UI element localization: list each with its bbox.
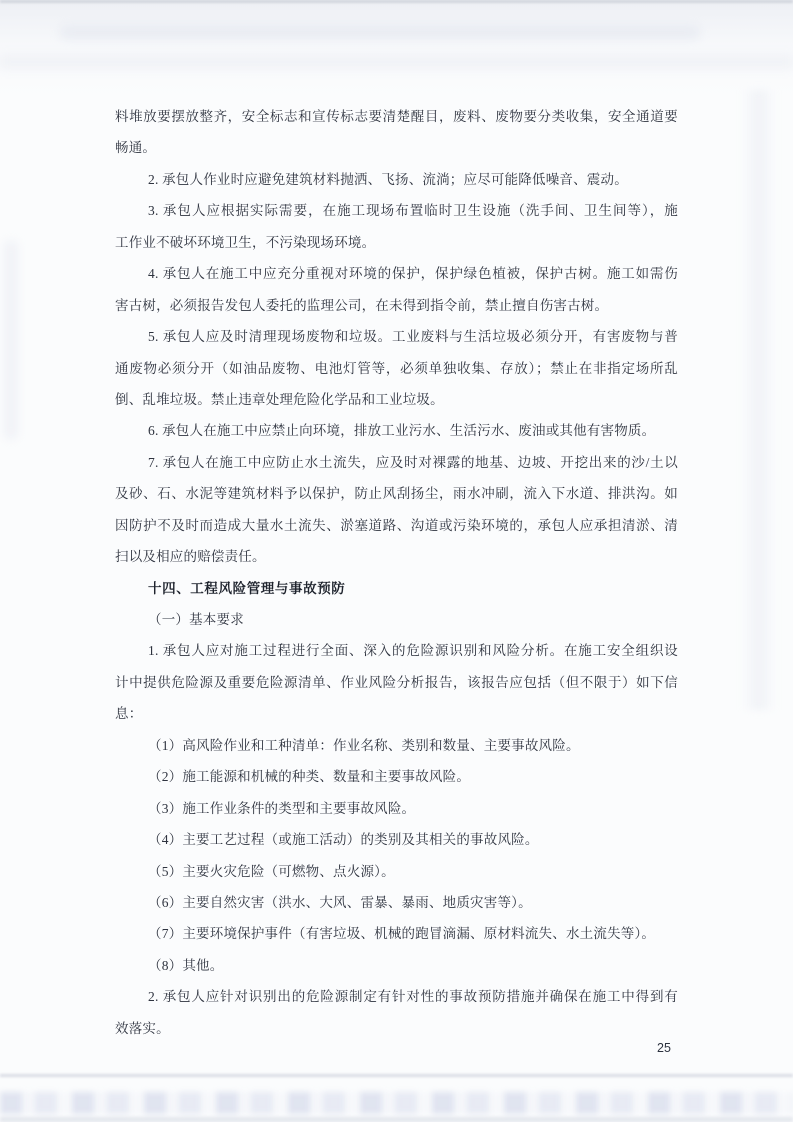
text-line: 料堆放要摆放整齐，安全标志和宣传标志要清楚醒目，废料、废物要分类收集，安全通道要 [115, 109, 678, 124]
text-line: 2. 承包人应针对识别出的危险源制定有针对性的事故预防措施并确保在施工中得到有 [148, 989, 678, 1005]
scan-artifact-top-band [0, 0, 793, 96]
text-line: 及砂、石、水泥等建筑材料予以保护，防止风刮扬尘，雨水冲刷，流入下水道、排洪沟。如 [115, 486, 678, 502]
text-line: （2）施工能源和机械的种类、数量和主要事故风险。 [148, 769, 471, 785]
text-line: 5. 承包人应及时清理现场废物和垃圾。工业废料与生活垃圾必须分开，有害废物与普 [148, 329, 678, 345]
scan-artifact-smudge [4, 240, 18, 440]
text-line: 害古树，必须报告发包人委托的监理公司，在未得到指令前，禁止擅自伤害古树。 [115, 297, 609, 313]
scan-artifact-streak [742, 90, 776, 710]
text-line: 3. 承包人应根据实际需要，在施工现场布置临时卫生设施（洗手间、卫生间等），施 [148, 203, 678, 219]
text-line: 畅通。 [115, 140, 157, 156]
scan-artifact-bottom-line [0, 1074, 793, 1077]
text-line: （一）基本要求 [148, 612, 244, 627]
text-line: 效落实。 [115, 1020, 170, 1036]
text-line: 7. 承包人在施工中应防止水土流失，应及时对裸露的地基、边坡、开挖出来的沙/土以 [148, 454, 678, 470]
scan-artifact-smudge [60, 26, 700, 39]
text-line: 1. 承包人应对施工过程进行全面、深入的危险源识别和风险分析。在施工安全组织设 [148, 643, 678, 659]
text-line: 倒、乱堆垃圾。禁止违章处理危险化学品和工业垃圾。 [115, 391, 444, 407]
text-line: （3）施工作业条件的类型和主要事故风险。 [148, 800, 416, 816]
text-line: （1）高风险作业和工种清单：作业名称、类别和数量、主要事故风险。 [148, 737, 580, 753]
text-line: （6）主要自然灾害（洪水、大风、雷暴、暴雨、地质灾害等）。 [148, 894, 532, 910]
text-line: （5）主要火灾危险（可燃物、点火源）。 [148, 863, 395, 879]
text-line: 计中提供危险源及重要危险源清单、作业风险分析报告，该报告应包括（但不限于）如下信 [115, 674, 678, 690]
text-line: 6. 承包人在施工中应禁止向环境，排放工业污水、生活污水、废油或其他有害物质。 [148, 423, 656, 439]
text-line: （4）主要工艺过程（或施工活动）的类别及其相关的事故风险。 [148, 832, 539, 848]
text-line: 通废物必须分开（如油品废物、电池灯管等，必须单独收集、存放）；禁止在非指定场所乱 [115, 360, 678, 376]
text-line: （8）其他。 [148, 957, 224, 973]
scan-artifact-top-edge [0, 0, 793, 3]
document-body [115, 101, 678, 1044]
text-line: 2. 承包人作业时应避免建筑材料抛洒、飞扬、流淌；应尽可能降低噪音、震动。 [148, 171, 628, 187]
page-number: 25 [657, 1041, 671, 1055]
section-heading: 十四、工程风险管理与事故预防 [148, 580, 346, 596]
text-line: 息： [115, 706, 143, 722]
text-line: 因防护不及时而造成大量水土流失、淤塞道路、沟道或污染环境的，承包人应承担清淤、清 [115, 517, 678, 533]
scan-artifact-ghost-text [0, 1092, 793, 1114]
text-line: 4. 承包人在施工中应充分重视对环境的保护，保护绿色植被，保护古树。施工如需伤 [148, 266, 678, 282]
text-line: 工作业不破坏环境卫生，不污染现场环境。 [115, 234, 376, 250]
text-line: （7）主要环境保护事件（有害垃圾、机械的跑冒滴漏、原材料流失、水土流失等）。 [148, 926, 656, 942]
text-line: 扫以及相应的赔偿责任。 [115, 549, 266, 565]
scan-artifact-bottom-edge [0, 1117, 793, 1122]
scan-artifact-smudge [0, 56, 793, 68]
